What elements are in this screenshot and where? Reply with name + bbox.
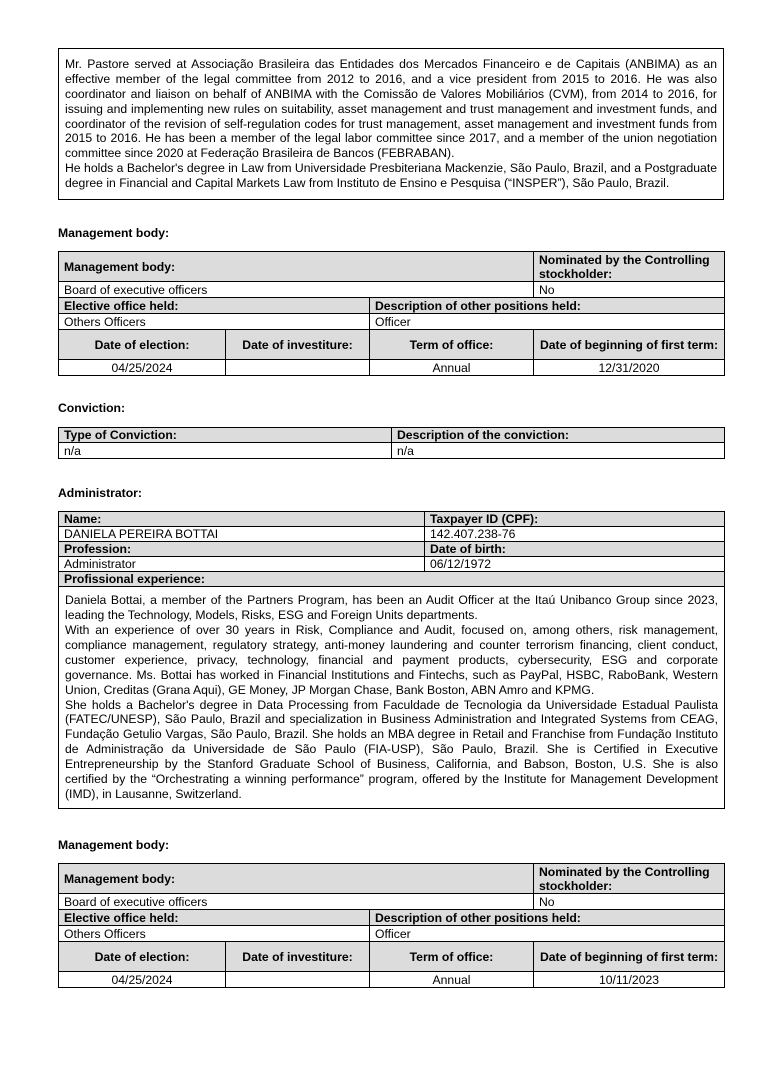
name-value: DANIELA PEREIRA BOTTAI: [59, 527, 425, 542]
header-date-of-birth: Date of birth:: [425, 542, 725, 557]
section-title-management-body: Management body:: [58, 838, 170, 852]
elective-office-value: Others Officers: [59, 926, 370, 942]
section-title-administrator: Administrator:: [58, 486, 142, 500]
bio-continuation-table: [58, 48, 724, 200]
header-management-body: Management body:: [59, 864, 534, 894]
first-term-date-value: 12/31/2020: [534, 360, 725, 376]
conviction-description-value: n/a: [392, 443, 725, 459]
header-elective-office: Elective office held:: [59, 298, 370, 314]
date-of-birth-value: 06/12/1972: [425, 557, 725, 572]
header-other-positions: Description of other positions held:: [370, 910, 725, 926]
term-of-office-value: Annual: [370, 360, 534, 376]
experience-paragraph: With an experience of over 30 years in Risk, Compliance and Audit, focused on, among others, risk management, compliance management, regulatory strategy, anti-money laundering and counter terrorism financing, client conduct, customer experience, privacy, technology, financial and payment products, cybersecurity, ESG and corporate governance. Ms. Bottai has worked in Financial Institutions and Fintechs, such as PayPal, HSBC, RaboBank, Western Union, Creditas (Grana Aqui), GE Money, JP Morgan Chase, Bank Boston, ABN Amro and KPMG.: [65, 622, 718, 697]
other-positions-value: Officer: [370, 314, 725, 330]
management-body-value: Board of executive officers: [59, 894, 534, 910]
other-positions-value: Officer: [370, 926, 725, 942]
header-term-of-office: Term of office:: [370, 330, 534, 360]
header-management-body: Management body:: [59, 252, 534, 282]
header-first-term-date: Date of beginning of first term:: [534, 330, 725, 360]
date-of-election-value: 04/25/2024: [59, 972, 226, 988]
bio-continuation-cell: [59, 49, 724, 200]
header-name: Name:: [59, 512, 425, 527]
section-title-conviction: Conviction:: [58, 401, 126, 415]
header-elective-office: Elective office held:: [59, 910, 370, 926]
header-date-of-investiture: Date of investiture:: [226, 942, 370, 972]
professional-experience-cell: [59, 587, 725, 809]
header-type-of-conviction: Type of Conviction:: [59, 428, 392, 443]
date-of-investiture-value: [226, 360, 370, 376]
header-first-term-date: Date of beginning of first term:: [534, 942, 725, 972]
first-term-date-value: 10/11/2023: [534, 972, 725, 988]
header-nominated: Nominated by the Controlling stockholder:: [534, 252, 725, 282]
header-professional-experience: Profissional experience:: [59, 572, 725, 587]
header-date-of-election: Date of election:: [59, 330, 226, 360]
date-of-election-value: 04/25/2024: [59, 360, 226, 376]
profession-value: Administrator: [59, 557, 425, 572]
nominated-value: No: [534, 282, 725, 298]
taxpayer-id-value: 142.407.238-76: [425, 527, 725, 542]
experience-paragraph: She holds a Bachelor's degree in Data Processing from Faculdade de Tecnologia da Universidade Estadual Paulista (FATEC/UNESP), São Paulo, Brazil and specialization in Business Administration and Integrated Systems from CEAG, Fundação Getulio Vargas, São Paulo, Brazil. She holds an MBA degree in Retail and Franchise from Fundação Instituto de Administração da Universidade de São Paulo (FIA-USP), São Paulo, Brazil. She is Certified in Executive Entrepreneurship by the Stanford Graduate School of Business, California, and Babson, Boston, U.S. She is also certified by the “Orchestrating a winning performance” program, offered by the Institute for Management Development (IMD), in Lausanne, Switzerland.: [65, 697, 718, 801]
term-of-office-value: Annual: [370, 972, 534, 988]
nominated-value: No: [534, 894, 725, 910]
management-body-value: Board of executive officers: [59, 282, 534, 298]
header-conviction-description: Description of the conviction:: [392, 428, 725, 443]
management-body-table: [58, 863, 725, 988]
header-date-of-election: Date of election:: [59, 942, 226, 972]
bio-paragraph: He holds a Bachelor's degree in Law from Universidade Presbiteriana Mackenzie, São Paulo, Brazil, and a Postgraduate degree in Financial and Capital Markets Law from Instituto de Ensino e Pesquisa (“INSPER”), São Paulo, Brazil.: [65, 161, 717, 191]
header-profession: Profession:: [59, 542, 425, 557]
elective-office-value: Others Officers: [59, 314, 370, 330]
header-term-of-office: Term of office:: [370, 942, 534, 972]
bio-paragraph: Mr. Pastore served at Associação Brasileira das Entidades dos Mercados Financeiro e de Capitais (ANBIMA) as an effective member of the legal committee from 2012 to 2016, and a vice president from 2015 to 2016. He was also coordinator and liaison on behalf of ANBIMA with the Comissão de Valores Mobiliários (CVM), from 2014 to 2016, for issuing and implementing new rules on suitability, asset management and trust management and investment funds, and coordinator of the revision of self-regulation codes for trust management, asset management and investment funds from 2015 to 2016. He has been a member of the legal labor committee since 2017, and a member of the union negotiation committee since 2020 at Federação Brasileira de Bancos (FEBRABAN).: [65, 56, 717, 161]
header-nominated: Nominated by the Controlling stockholder:: [534, 864, 725, 894]
date-of-investiture-value: [226, 972, 370, 988]
section-title-management-body: Management body:: [58, 226, 170, 240]
experience-paragraph: Daniela Bottai, a member of the Partners Program, has been an Audit Officer at the Itaú Unibanco Group since 2023, leading the Technology, Models, Risks, ESG and Foreign Units departments.: [65, 593, 718, 623]
management-body-table: [58, 251, 725, 376]
conviction-table: [58, 427, 725, 459]
header-other-positions: Description of other positions held:: [370, 298, 725, 314]
conviction-type-value: n/a: [59, 443, 392, 459]
header-date-of-investiture: Date of investiture:: [226, 330, 370, 360]
header-taxpayer-id: Taxpayer ID (CPF):: [425, 512, 725, 527]
administrator-table: [58, 511, 725, 809]
